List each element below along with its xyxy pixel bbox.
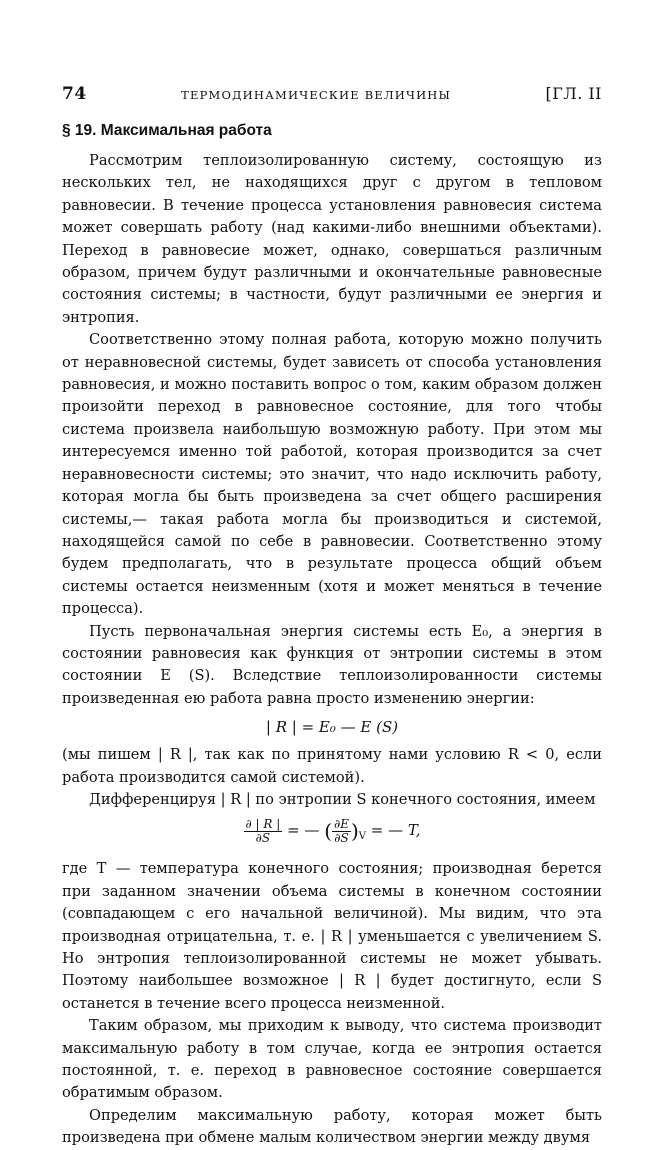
running-header: [62, 84, 602, 104]
fraction-numerator: ∂ | R |: [245, 816, 281, 831]
paragraph-6: где T — температура конечного состояния; производная берется при заданном значении объема системы в конечном состоянии (совпадающем с его начальной величиной). Мы видим, что эта производная отрицательна, т. е. | R | уменьшается с увеличением S. Но энтропия теплоизолированной системы не может убывать. Поэтому наибольшее возможное | R | будет достигнуто, если S останется в течение всего процесса неизменной.: [62, 860, 602, 1012]
fraction-denominator: ∂S: [255, 830, 271, 845]
equals-minus-t: = — T,: [370, 821, 421, 840]
paragraph-1: Рассмотрим теплоизолированную систему, состоящую из нескольких тел, не находящихся друг с другом в тепловом равновесии. В течение процесса установления равновесия система может совершать работу (над какими-либо внешними объектами). Переход в равновесие может, однако, совершаться различным образом, причем будут различными и окончательные равновесные состояния системы; в частности, будут различными ее энергия и энтропия.: [62, 152, 602, 326]
paragraph-4: (мы пишем | R |, так как по принятому нами условию R < 0, если работа производится самой системой).: [62, 746, 602, 786]
fraction-denominator: ∂S: [334, 830, 349, 845]
section-title: § 19. Максимальная работа: [62, 122, 272, 139]
paragraph-3: Пусть первоначальная энергия системы есть E₀, а энергия в состоянии равновесия как функция от энтропии системы в этом состоянии E (S). Вследствие теплоизолированности системы произведенная ею работа равна просто изменению энергии:: [62, 622, 602, 707]
formula-derivative: [62, 815, 602, 852]
subscript-v: V: [358, 831, 367, 843]
paragraph-7: Таким образом, мы приходим к выводу, что система производит максимальную работу в том случае, когда ее энтропия остается постоянной, т. е. переход в равновесное состояние совершается обратимым образом.: [62, 1017, 602, 1102]
fraction-dR-dS: [244, 818, 283, 845]
paragraph-8: Определим максимальную работу, которая может быть произведена при обмене малым количеством энергии между двумя: [62, 1106, 602, 1147]
page-number: 74: [62, 84, 87, 104]
formula-work: | R | = E₀ — E (S): [265, 718, 399, 737]
open-paren: (: [324, 819, 332, 844]
equals-minus: = —: [287, 821, 320, 840]
chapter-label: [ГЛ. II: [545, 84, 602, 103]
close-paren: ): [350, 819, 359, 844]
fraction-dE-dS: [332, 818, 351, 845]
fraction-numerator: ∂E: [334, 816, 349, 831]
running-title: ТЕРМОДИНАМИЧЕСКИЕ ВЕЛИЧИНЫ: [181, 88, 452, 102]
paragraph-5: Дифференцируя | R | по энтропии S конечного состояния, имеем: [89, 790, 596, 808]
book-page: [62, 84, 602, 1150]
paragraph-2: Соответственно этому полная работа, которую можно получить от неравновесной системы, будет зависеть от способа установления равновесия, и можно поставить вопрос о том, каким образом должен произойти переход в равновесное состояние, для того чтобы система произвела наибольшую возможную работу. При этом мы интересуемся именно той работой, которая производится за счет неравновесности системы; это значит, что надо исключить работу, которая могла бы быть произведена за счет общего расширения системы,— такая работа могла бы производиться и системой, находящейся самой по себе в равновесии. Соответственно этому будем предполагать, что в результате процесса общий объем системы остается неизменным (хотя и может меняться в течение процесса).: [62, 331, 602, 618]
